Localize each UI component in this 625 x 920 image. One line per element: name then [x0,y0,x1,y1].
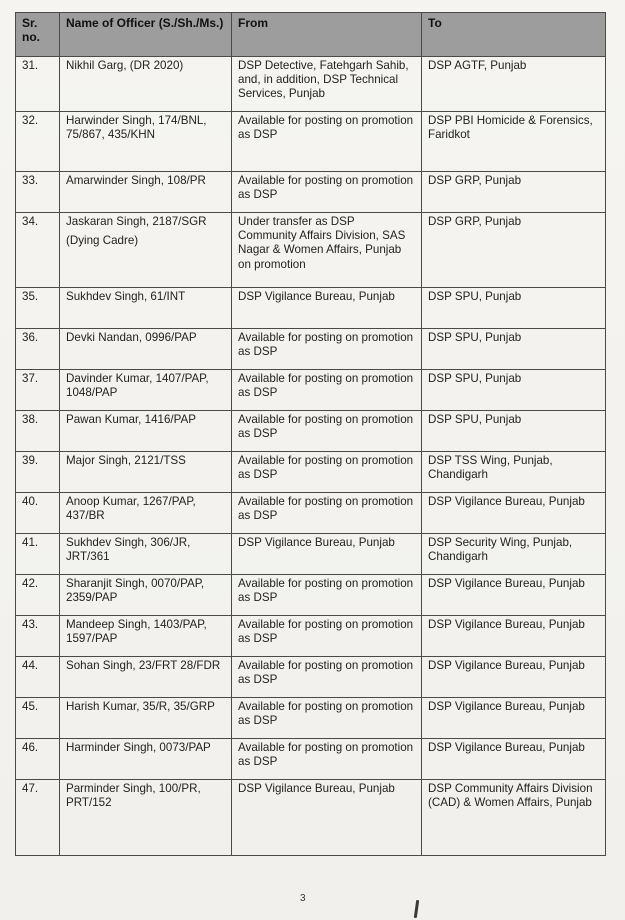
cell-officer-name [60,616,232,657]
cell-from: Available for posting on promotion as DSP [232,739,422,780]
cell-officer-name [60,493,232,534]
cell-sr-no: 40. [16,493,60,534]
officer-note: (Dying Cadre) [66,234,139,248]
cell-from: Available for posting on promotion as DSP [232,329,422,370]
table-row [16,370,606,411]
cell-from: Available for posting on promotion as DSP [232,657,422,698]
officer-name: Mandeep Singh, 1403/PAP, 1597/PAP [66,618,207,646]
officer-name: Harwinder Singh, 174/BNL, 75/867, 435/KHN [66,114,207,142]
cell-from: Available for posting on promotion as DSP [232,172,422,213]
cell-officer-name [60,370,232,411]
cell-officer-name [60,452,232,493]
officer-name: Jaskaran Singh, 2187/SGR [66,215,207,228]
cell-sr-no: 42. [16,575,60,616]
cell-from: DSP Detective, Fatehgarh Sahib, and, in addition, DSP Technical Services, Punjab [232,57,422,112]
table-row [16,172,606,213]
cell-sr-no: 47. [16,780,60,856]
table-row [16,213,606,288]
cell-officer-name [60,698,232,739]
cell-sr-no: 37. [16,370,60,411]
table-header [16,13,606,57]
cell-to: DSP Vigilance Bureau, Punjab [422,493,606,534]
cell-from: DSP Vigilance Bureau, Punjab [232,288,422,329]
table-row [16,288,606,329]
cell-from: Under transfer as DSP Community Affairs Division, SAS Nagar & Women Affairs, Punjab on promotion [232,213,422,288]
table-row [16,411,606,452]
officer-name: Harish Kumar, 35/R, 35/GRP [66,700,215,713]
officer-name: Davinder Kumar, 1407/PAP, 1048/PAP [66,372,209,400]
cell-sr-no: 31. [16,57,60,112]
officer-name: Sukhdev Singh, 61/INT [66,290,186,303]
cell-officer-name [60,112,232,172]
officer-name: Amarwinder Singh, 108/PR [66,174,206,187]
cell-sr-no: 36. [16,329,60,370]
officer-name: Sukhdev Singh, 306/JR, JRT/361 [66,536,191,564]
cell-sr-no: 34. [16,213,60,288]
officer-name: Sharanjit Singh, 0070/PAP, 2359/PAP [66,577,205,605]
cell-sr-no: 35. [16,288,60,329]
cell-from: Available for posting on promotion as DSP [232,575,422,616]
table-row [16,657,606,698]
cell-officer-name [60,172,232,213]
cell-to: DSP Security Wing, Punjab, Chandigarh [422,534,606,575]
page-number: 3 [300,893,306,904]
table-row [16,575,606,616]
table-row [16,329,606,370]
cell-sr-no: 38. [16,411,60,452]
cell-to: DSP Vigilance Bureau, Punjab [422,616,606,657]
pen-mark [414,900,419,918]
officer-name: Parminder Singh, 100/PR, PRT/152 [66,782,201,810]
cell-to: DSP AGTF, Punjab [422,57,606,112]
officer-name: Harminder Singh, 0073/PAP [66,741,211,754]
cell-from: DSP Vigilance Bureau, Punjab [232,780,422,856]
cell-to: DSP Vigilance Bureau, Punjab [422,575,606,616]
cell-from: DSP Vigilance Bureau, Punjab [232,534,422,575]
cell-from: Available for posting on promotion as DSP [232,452,422,493]
cell-sr-no: 33. [16,172,60,213]
cell-officer-name [60,739,232,780]
table-row [16,452,606,493]
cell-to: DSP SPU, Punjab [422,288,606,329]
header-officer-name: Name of Officer (S./Sh./Ms.) [60,13,232,57]
cell-from: Available for posting on promotion as DSP [232,616,422,657]
cell-to: DSP SPU, Punjab [422,370,606,411]
cell-to: DSP TSS Wing, Punjab, Chandigarh [422,452,606,493]
table-row [16,57,606,112]
table-body [16,57,606,856]
cell-officer-name [60,657,232,698]
cell-officer-name [60,329,232,370]
cell-sr-no: 45. [16,698,60,739]
cell-to: DSP SPU, Punjab [422,329,606,370]
table-row [16,493,606,534]
cell-from: Available for posting on promotion as DSP [232,112,422,172]
cell-officer-name [60,534,232,575]
table-row [16,112,606,172]
cell-sr-no: 32. [16,112,60,172]
table-row [16,616,606,657]
cell-officer-name [60,575,232,616]
cell-sr-no: 39. [16,452,60,493]
cell-from: Available for posting on promotion as DSP [232,493,422,534]
cell-officer-name [60,288,232,329]
cell-to: DSP Community Affairs Division (CAD) & Women Affairs, Punjab [422,780,606,856]
table-row [16,780,606,856]
table-row [16,739,606,780]
cell-officer-name [60,411,232,452]
officer-name: Sohan Singh, 23/FRT 28/FDR [66,659,221,672]
officer-name: Devki Nandan, 0996/PAP [66,331,197,344]
cell-officer-name [60,57,232,112]
cell-to: DSP SPU, Punjab [422,411,606,452]
officer-name: Major Singh, 2121/TSS [66,454,186,467]
cell-from: Available for posting on promotion as DSP [232,370,422,411]
table-row [16,534,606,575]
table-row [16,698,606,739]
cell-sr-no: 46. [16,739,60,780]
cell-officer-name [60,213,232,288]
officer-name: Pawan Kumar, 1416/PAP [66,413,196,426]
cell-sr-no: 44. [16,657,60,698]
header-sr-no: Sr. no. [16,13,60,57]
header-to: To [422,13,606,57]
cell-to: DSP Vigilance Bureau, Punjab [422,739,606,780]
header-row [16,13,606,57]
cell-to: DSP Vigilance Bureau, Punjab [422,657,606,698]
cell-officer-name [60,780,232,856]
cell-to: DSP GRP, Punjab [422,213,606,288]
cell-to: DSP Vigilance Bureau, Punjab [422,698,606,739]
cell-from: Available for posting on promotion as DSP [232,411,422,452]
cell-from: Available for posting on promotion as DSP [232,698,422,739]
officer-name: Anoop Kumar, 1267/PAP, 437/BR [66,495,196,523]
cell-sr-no: 43. [16,616,60,657]
officer-name: Nikhil Garg, (DR 2020) [66,59,184,72]
cell-to: DSP GRP, Punjab [422,172,606,213]
header-from: From [232,13,422,57]
cell-to: DSP PBI Homicide & Forensics, Faridkot [422,112,606,172]
cell-sr-no: 41. [16,534,60,575]
transfer-table [15,12,606,856]
